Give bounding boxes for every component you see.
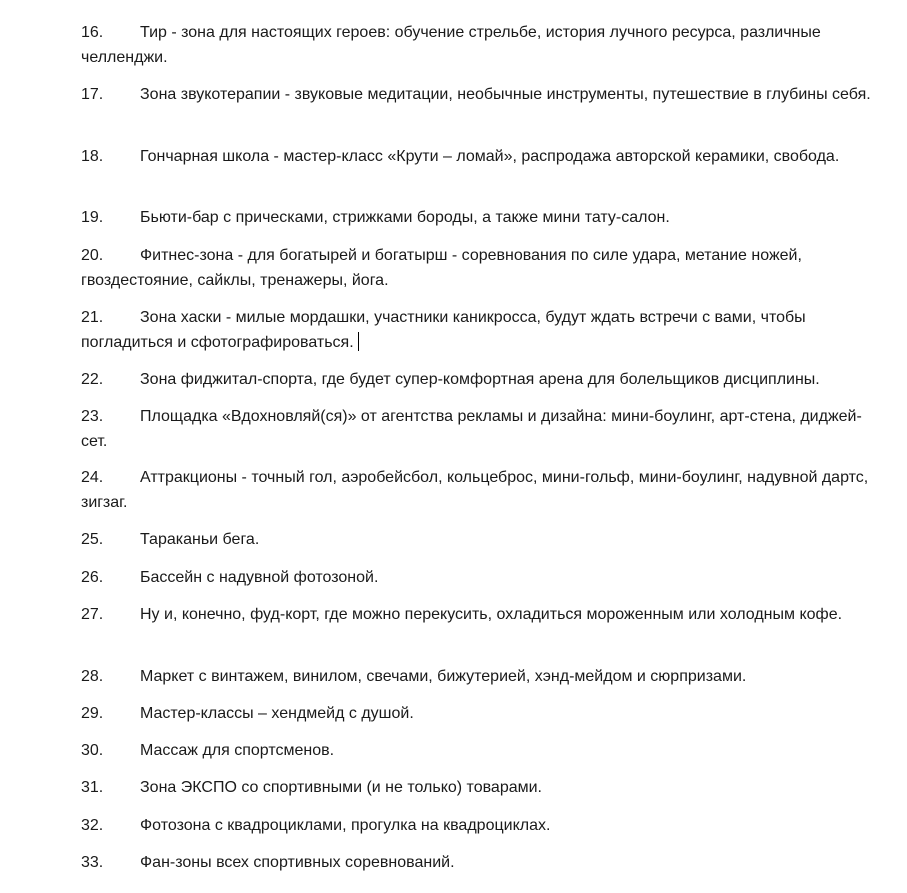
list-item [0, 20, 907, 70]
list-item-text[interactable]: Маркет с винтажем, винилом, свечами, бижутерией, хэнд-мейдом и сюрпризами. [140, 668, 747, 685]
list-item-text[interactable]: Мастер-классы – хендмейд с душой. [140, 705, 414, 722]
list-item-number: 33. [81, 854, 104, 871]
list-item-number: 29. [81, 705, 104, 722]
list-item-number: 16. [81, 24, 104, 41]
list-item-text[interactable]: Массаж для спортсменов. [140, 742, 335, 759]
list-item-text[interactable]: Площадка «Вдохновляй(ся)» от агентства рекламы и дизайна: мини-боулинг, арт-стена, диджей-сет. [81, 408, 862, 450]
list-item [0, 205, 907, 230]
list-item-number: 21. [81, 309, 104, 326]
list-item [0, 465, 907, 515]
list-item [0, 527, 907, 552]
list-item-number: 27. [81, 606, 104, 623]
list-item-text[interactable]: Зона звукотерапии - звуковые медитации, необычные инструменты, путешествие в глубины себя. [140, 86, 871, 103]
list-item [0, 565, 907, 590]
list-item-number: 20. [81, 247, 104, 264]
list-item-text[interactable]: Бьюти-бар с прическами, стрижками бороды, а также мини тату-салон. [140, 209, 670, 226]
list-item-text[interactable]: Зона фиджитал-спорта, где будет супер-комфортная арена для болельщиков дисциплины. [140, 371, 820, 388]
list-item-text[interactable]: Гончарная школа - мастер-класс «Крути – ломай», распродажа авторской керамики, свобода. [140, 148, 840, 165]
list-item [0, 82, 907, 107]
list-item [0, 813, 907, 838]
list-item [0, 738, 907, 763]
list-item [0, 367, 907, 392]
list-item-text[interactable]: Фотозона с квадроциклами, прогулка на квадроциклах. [140, 817, 551, 834]
list-item-text[interactable]: Аттракционы - точный гол, аэробейсбол, кольцеброс, мини-гольф, мини-боулинг, надувной дартс, зигзаг. [81, 469, 869, 511]
list-item [0, 243, 907, 293]
list-item [0, 305, 907, 355]
list-item [0, 144, 907, 169]
list-item [0, 404, 907, 454]
list-item-text[interactable]: Бассейн с надувной фотозоной. [140, 569, 379, 586]
list-item-number: 17. [81, 86, 104, 103]
text-cursor [358, 332, 359, 351]
list-item-number: 18. [81, 148, 104, 165]
list-item-text[interactable]: Тараканьи бега. [140, 531, 260, 548]
list-item-number: 23. [81, 408, 104, 425]
list-item [0, 701, 907, 726]
list-item [0, 775, 907, 800]
list-item-number: 30. [81, 742, 104, 759]
list-item-text[interactable]: Фитнес-зона - для богатырей и богатырш - соревнования по силе удара, метание ножей, гвоздестояние, сайклы, тренажеры, йога. [81, 247, 802, 289]
list-item-text[interactable]: Фан-зоны всех спортивных соревнований. [140, 854, 455, 871]
list-item-text: Зона хаски - милые мордашки, участники каникросса, будут ждать встречи с вами, чтобы погладиться и сфотографироваться. [81, 309, 806, 351]
list-item-number: 25. [81, 531, 104, 548]
list-item-text[interactable]: Зона ЭКСПО со спортивными (и не только) товарами. [140, 779, 542, 796]
list-item-number: 22. [81, 371, 104, 388]
list-item-text[interactable]: Тир - зона для настоящих героев: обучение стрельбе, история лучного ресурса, различные челленджи. [81, 24, 821, 66]
list-item-number: 26. [81, 569, 104, 586]
list-item-text[interactable]: Ну и, конечно, фуд-корт, где можно перекусить, охладиться мороженным или холодным кофе. [140, 606, 843, 623]
list-item-number: 24. [81, 469, 104, 486]
list-item-number: 28. [81, 668, 104, 685]
list-item-number: 32. [81, 817, 104, 834]
list-item [0, 602, 907, 627]
list-item-number: 19. [81, 209, 104, 226]
list-item [0, 850, 907, 875]
list-item-number: 31. [81, 779, 104, 796]
list-item [0, 664, 907, 689]
